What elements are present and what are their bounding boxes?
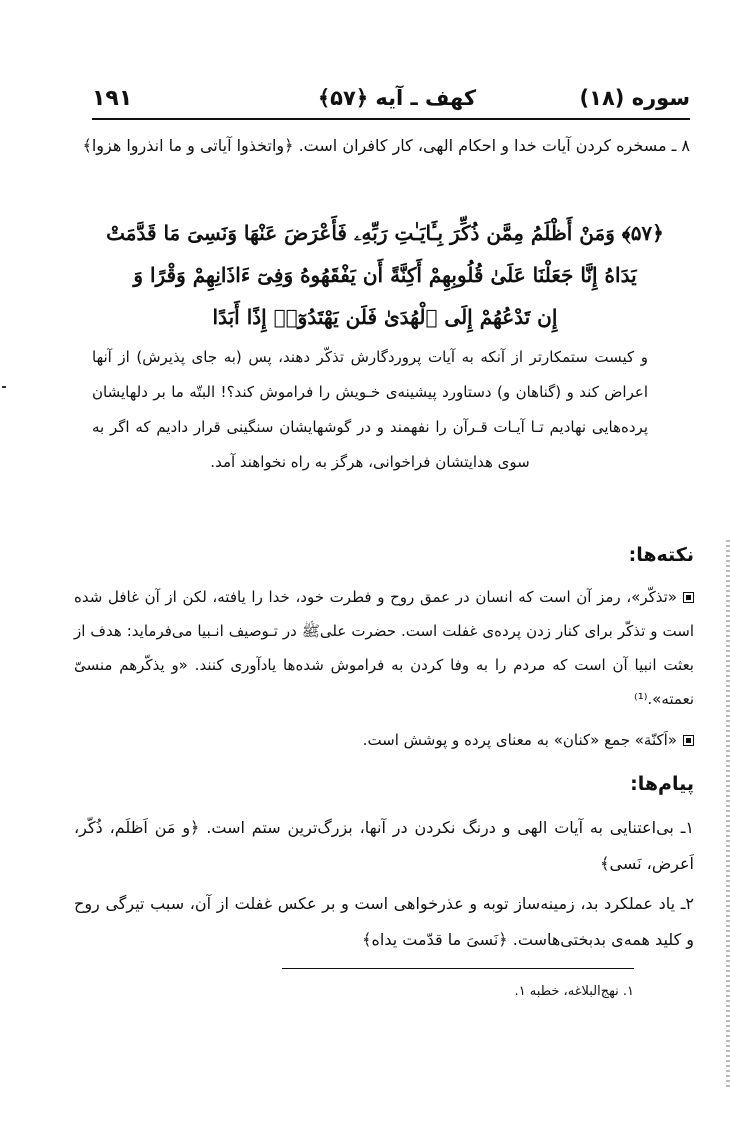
scan-mark [2, 386, 6, 388]
square-bullet-icon [683, 592, 694, 603]
note-text: «اَکنّة» جمع «کنان» به معنای پرده و پوشش است. [362, 731, 677, 749]
footnote-rule [282, 968, 634, 969]
surah-ayah-title: کهف ـ آیه ﴿۵۷﴾ [317, 86, 477, 110]
messages-heading: پیام‌ها: [630, 773, 694, 795]
intro-paragraph: ۸ ـ مسخره کردن آیات خدا و احکام الهی، کار کافران است. ﴿واتخذوا آیاتی و ما انذروا هزوا﴾ [82, 136, 690, 155]
running-header [92, 82, 690, 118]
square-bullet-icon [683, 735, 694, 746]
footnote: ۱. نهج‌البلاغه، خطبه ۱. [514, 984, 634, 999]
message-item: ۱ـ بی‌اعتنایی به آیات الهی و درنگ نکردن در آنها، بزرگ‌ترین ستم است. ﴿و مَن اَظلَم، ذُکّر، اَعرض، نَسی﴾ [74, 818, 694, 873]
verse-line: يَدَاهُ إِنَّا جَعَلْنَا عَلَىٰ قُلُوبِهِمْ أَكِنَّةً أَن يَفْقَهُوهُ وَفِىٓ ءَاذَانِهِمْ وَقْرًا وَ [133, 263, 637, 287]
scan-edge [726, 540, 730, 1090]
note-text: «تذکّر»، رمز آن است که انسان در عمق روح و فطرت خود، خدا را یافته، لکن از آن غافل شده است و تذکّر برای کنار زدن پرده‌ی غفلت است. حضرت علی‌ﷺ در تـوصیف انـبیا می‌فرماید: هدف از بعثت انبیا آن است که مردم را به وفا کردن به فراموش شده‌ها یادآوری کنند. «و یذکّرهم منسیّ نعمته».⁽¹⁾ [74, 588, 694, 708]
verse-translation: و کیست ستمکارتر از آنکه به آیات پروردگارش تذکّر دهند، پس (به جای پذیرش) از آنها اعراض کند و (گناهان و) دستاورد پیشینه‌ی خـویش را فراموش کند؟! البتّه ما بر دلهایشان پرده‌هایی نهادیم تـا آیـات قـرآن را نفهمند و در گوشهایشان سنگینی قرار دادیم که اگر به سوی هدایتشان فراخوانی، هرگز به راه نخواهند آمد. [92, 348, 648, 471]
quran-verse [80, 212, 690, 338]
surah-label: سوره (۱۸) [579, 86, 690, 110]
notes-heading: نکته‌ها: [628, 544, 694, 566]
message-item: ۲ـ یاد عملکرد بد، زمینه‌ساز توبه و عذرخواهی است و بر عکس غفلت از آن، سبب تیرگی روح و کلید همه‌ی بدبختی‌هاست. ﴿نَسیَ ما قدّمت یداه﴾ [74, 894, 694, 949]
page-number: ۱۹۱ [92, 86, 133, 111]
note-item [74, 580, 694, 716]
verse-line: ﴿۵۷﴾ وَمَنْ أَظْلَمُ مِمَّن ذُكِّرَ بِـَٔايَـٰتِ رَبِّهِۦ فَأَعْرَضَ عَنْهَا وَنَسِىَ مَا قَدَّمَتْ [106, 221, 664, 245]
note-item [74, 723, 694, 757]
verse-line: إِن تَدْعُهُمْ إِلَى ٱلْهُدَىٰ فَلَن يَهْتَدُوٓا۟ إِذًا أَبَدًا [212, 305, 558, 329]
header-rule [92, 118, 690, 120]
